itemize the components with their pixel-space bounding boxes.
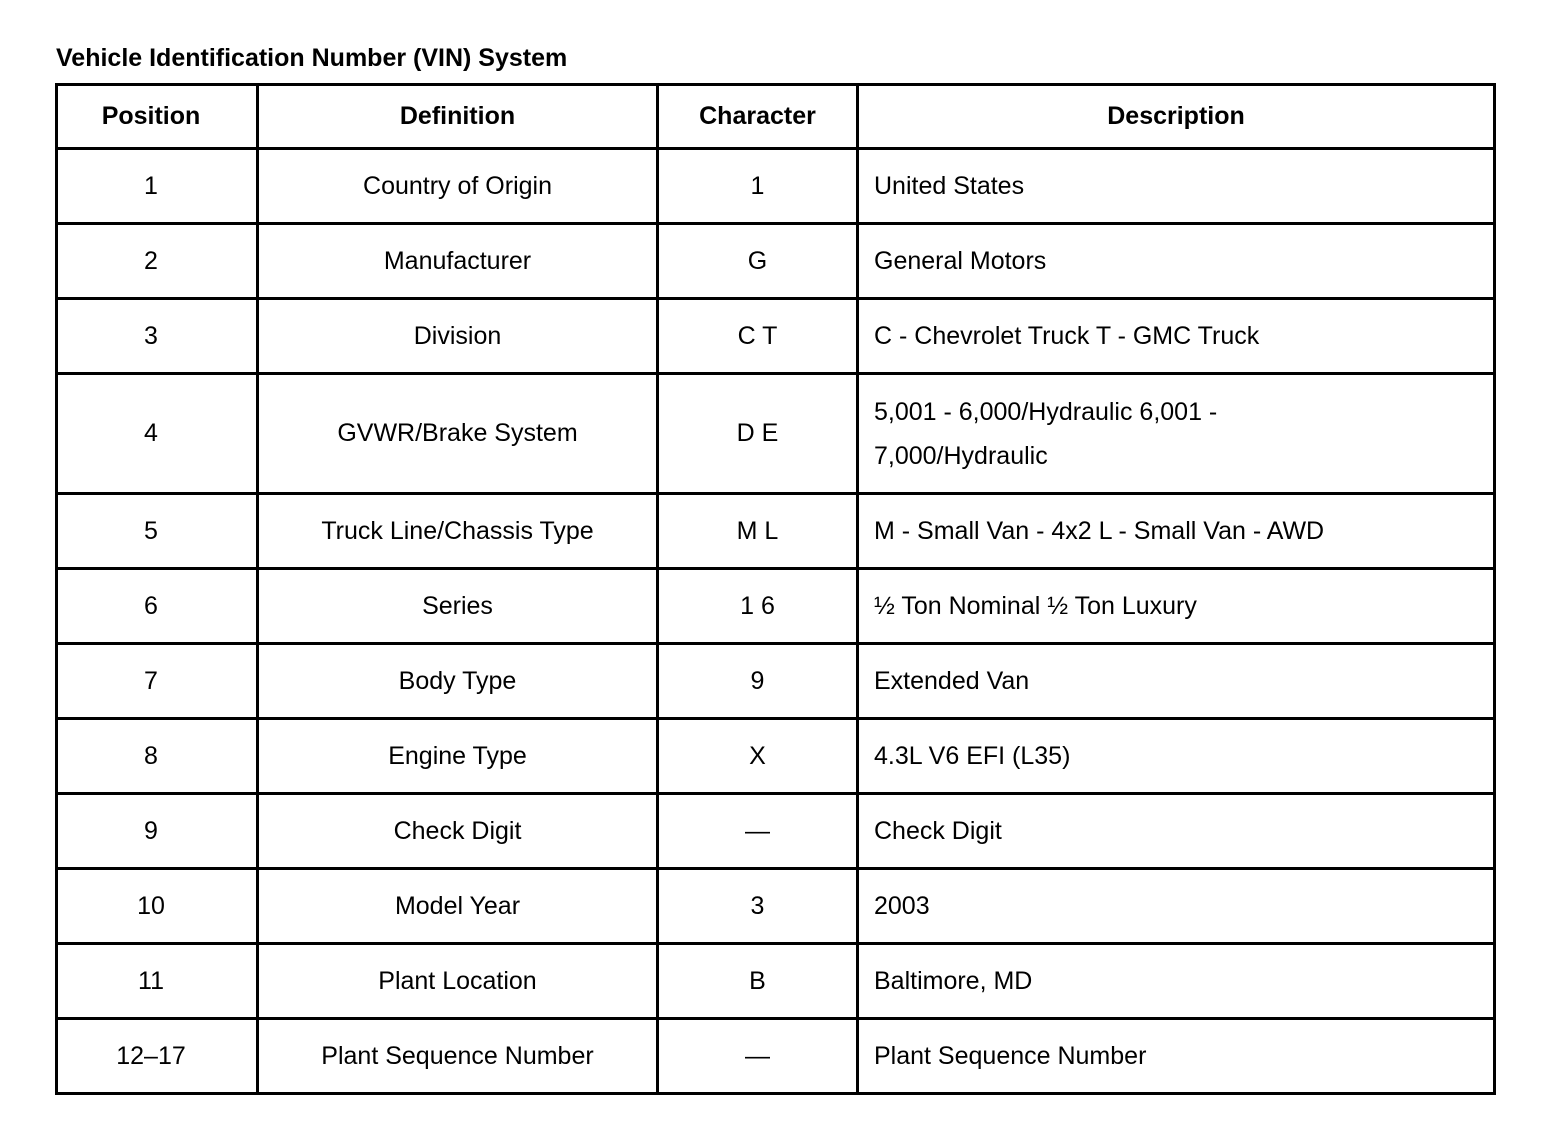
description-text: Check Digit xyxy=(874,817,1002,845)
description-text: C - Chevrolet Truck T - GMC Truck xyxy=(874,322,1260,350)
cell-definition: Truck Line/Chassis Type xyxy=(258,494,658,569)
cell-description xyxy=(858,299,1495,374)
cell-character: — xyxy=(658,1019,858,1094)
cell-description xyxy=(858,1019,1495,1094)
table-row xyxy=(57,224,1495,299)
cell-description xyxy=(858,569,1495,644)
table-row xyxy=(57,149,1495,224)
cell-description xyxy=(858,494,1495,569)
header-character: Character xyxy=(658,85,858,149)
header-description: Description xyxy=(858,85,1495,149)
cell-definition: GVWR/Brake System xyxy=(258,374,658,494)
cell-position: 11 xyxy=(57,944,258,1019)
table-row xyxy=(57,374,1495,494)
cell-description xyxy=(858,149,1495,224)
cell-definition: Plant Location xyxy=(258,944,658,1019)
cell-position: 4 xyxy=(57,374,258,494)
cell-position: 2 xyxy=(57,224,258,299)
cell-definition: Manufacturer xyxy=(258,224,658,299)
cell-character: — xyxy=(658,794,858,869)
description-text: ½ Ton Nominal ½ Ton Luxury xyxy=(874,592,1197,620)
cell-description xyxy=(858,224,1495,299)
cell-character: D E xyxy=(658,374,858,494)
table-row xyxy=(57,494,1495,569)
cell-definition: Engine Type xyxy=(258,719,658,794)
cell-description xyxy=(858,644,1495,719)
cell-definition: Model Year xyxy=(258,869,658,944)
cell-character: B xyxy=(658,944,858,1019)
vin-table xyxy=(55,83,1496,1095)
cell-position: 6 xyxy=(57,569,258,644)
description-text: 4.3L V6 EFI (L35) xyxy=(874,742,1071,770)
cell-definition: Check Digit xyxy=(258,794,658,869)
cell-position: 3 xyxy=(57,299,258,374)
cell-definition: Body Type xyxy=(258,644,658,719)
cell-definition: Plant Sequence Number xyxy=(258,1019,658,1094)
table-row xyxy=(57,1019,1495,1094)
cell-description xyxy=(858,944,1495,1019)
cell-position: 10 xyxy=(57,869,258,944)
cell-character: 9 xyxy=(658,644,858,719)
cell-description xyxy=(858,719,1495,794)
cell-character: G xyxy=(658,224,858,299)
table-row xyxy=(57,869,1495,944)
cell-position: 7 xyxy=(57,644,258,719)
cell-description xyxy=(858,374,1495,494)
cell-character: 3 xyxy=(658,869,858,944)
table-row xyxy=(57,944,1495,1019)
table-header-row xyxy=(57,85,1495,149)
description-text: United States xyxy=(874,172,1025,200)
cell-character: 1 6 xyxy=(658,569,858,644)
description-text-line-1: 5,001 - 6,000/Hydraulic 6,001 - xyxy=(874,397,1218,426)
description-text: 2003 xyxy=(874,892,930,920)
cell-character: C T xyxy=(658,299,858,374)
cell-definition: Series xyxy=(258,569,658,644)
description-text: General Motors xyxy=(874,247,1047,275)
header-position: Position xyxy=(57,85,258,149)
cell-character: 1 xyxy=(658,149,858,224)
cell-description xyxy=(858,869,1495,944)
cell-position: 12–17 xyxy=(57,1019,258,1094)
table-row xyxy=(57,569,1495,644)
cell-description xyxy=(858,794,1495,869)
cell-position: 1 xyxy=(57,149,258,224)
cell-character: M L xyxy=(658,494,858,569)
header-definition: Definition xyxy=(258,85,658,149)
description-text: M - Small Van - 4x2 L - Small Van - AWD xyxy=(874,517,1325,545)
cell-position: 5 xyxy=(57,494,258,569)
table-row xyxy=(57,299,1495,374)
description-text-line-2: 7,000/Hydraulic xyxy=(874,441,1048,470)
cell-definition: Country of Origin xyxy=(258,149,658,224)
description-text: Extended Van xyxy=(874,667,1030,695)
table-row xyxy=(57,719,1495,794)
cell-definition: Division xyxy=(258,299,658,374)
table-row xyxy=(57,794,1495,869)
cell-position: 8 xyxy=(57,719,258,794)
cell-character: X xyxy=(658,719,858,794)
description-text: Plant Sequence Number xyxy=(874,1042,1147,1070)
page-title: Vehicle Identification Number (VIN) System xyxy=(56,44,568,72)
cell-position: 9 xyxy=(57,794,258,869)
table-row xyxy=(57,644,1495,719)
description-text: Baltimore, MD xyxy=(874,967,1033,995)
